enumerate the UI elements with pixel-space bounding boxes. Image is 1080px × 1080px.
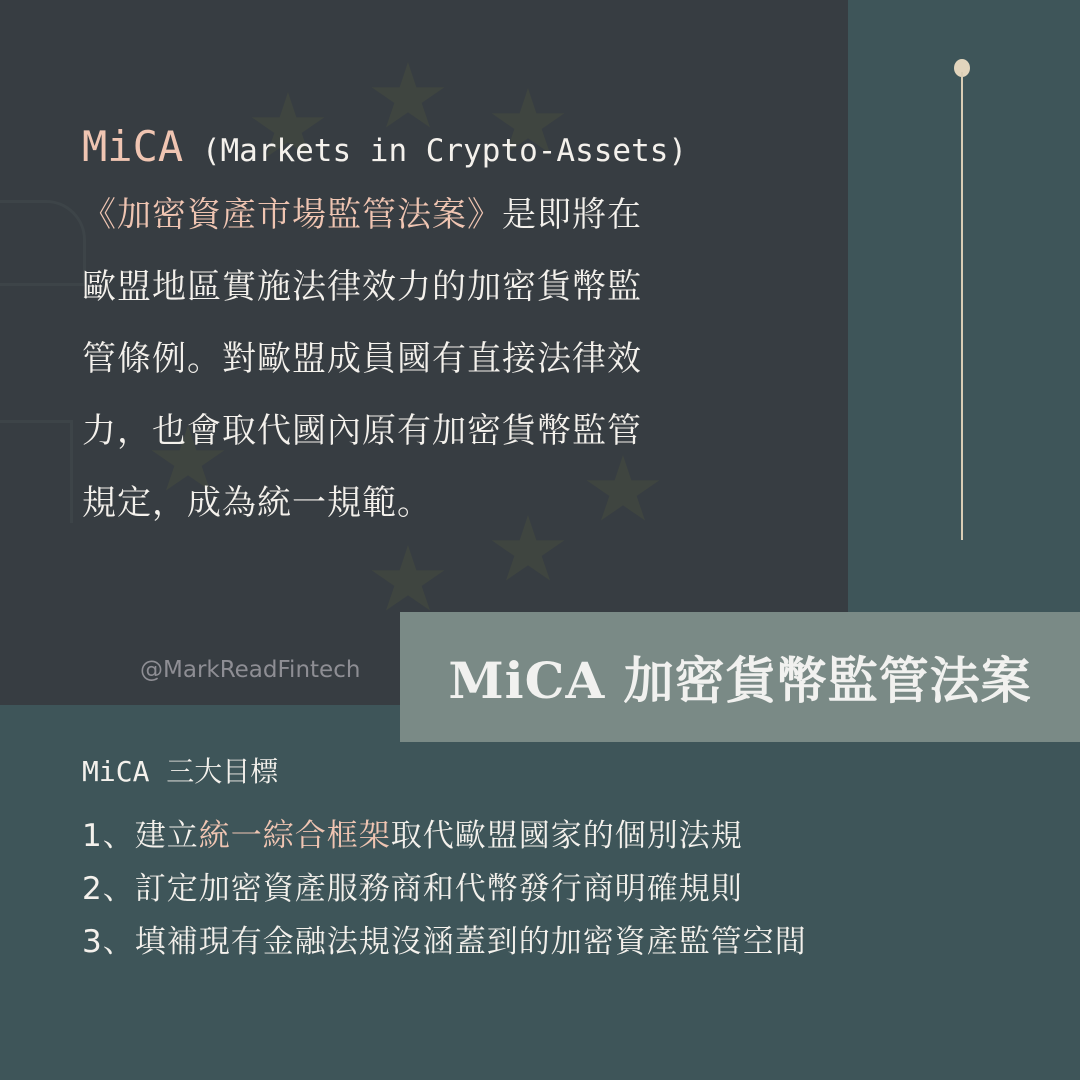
star-icon	[370, 545, 446, 617]
circuit-decoration	[0, 420, 73, 523]
description-line: 規定，成為統一規範。	[82, 483, 432, 523]
acronym: MiCA	[82, 122, 184, 171]
description-line: 管條例。對歐盟成員國有直接法律效	[82, 339, 642, 379]
page-title: MiCA 加密貨幣監管法案	[448, 651, 1032, 710]
goals-heading: MiCA 三大目標	[82, 755, 279, 788]
goals-section	[82, 750, 807, 969]
author-handle: @MarkReadFintech	[140, 657, 361, 683]
goal-text: 3、填補現有金融法規沒涵蓋到的加密資產監管空間	[82, 924, 807, 960]
law-name: 《加密資產市場監管法案》	[82, 195, 502, 235]
timeline-line	[961, 72, 963, 540]
description-line: 歐盟地區實施法律效力的加密貨幣監	[82, 267, 642, 307]
description-line: 力，也會取代國內原有加密貨幣監管	[82, 411, 642, 451]
goal-text: 取代歐盟國家的個別法規	[390, 818, 743, 854]
title-box	[400, 612, 1080, 742]
goal-item	[82, 863, 807, 916]
description-line: 是即將在	[502, 195, 642, 235]
full-name: (Markets in Crypto-Assets)	[201, 133, 688, 169]
headline	[82, 122, 782, 171]
goal-highlight: 統一綜合框架	[198, 818, 391, 854]
goal-text: 2、訂定加密資產服務商和代幣發行商明確規則	[82, 871, 743, 907]
description	[82, 179, 782, 539]
goal-item	[82, 810, 807, 863]
goal-text: 1、建立	[82, 818, 199, 854]
goal-item	[82, 916, 807, 969]
intro-text	[82, 122, 782, 539]
circuit-decoration	[0, 200, 86, 286]
